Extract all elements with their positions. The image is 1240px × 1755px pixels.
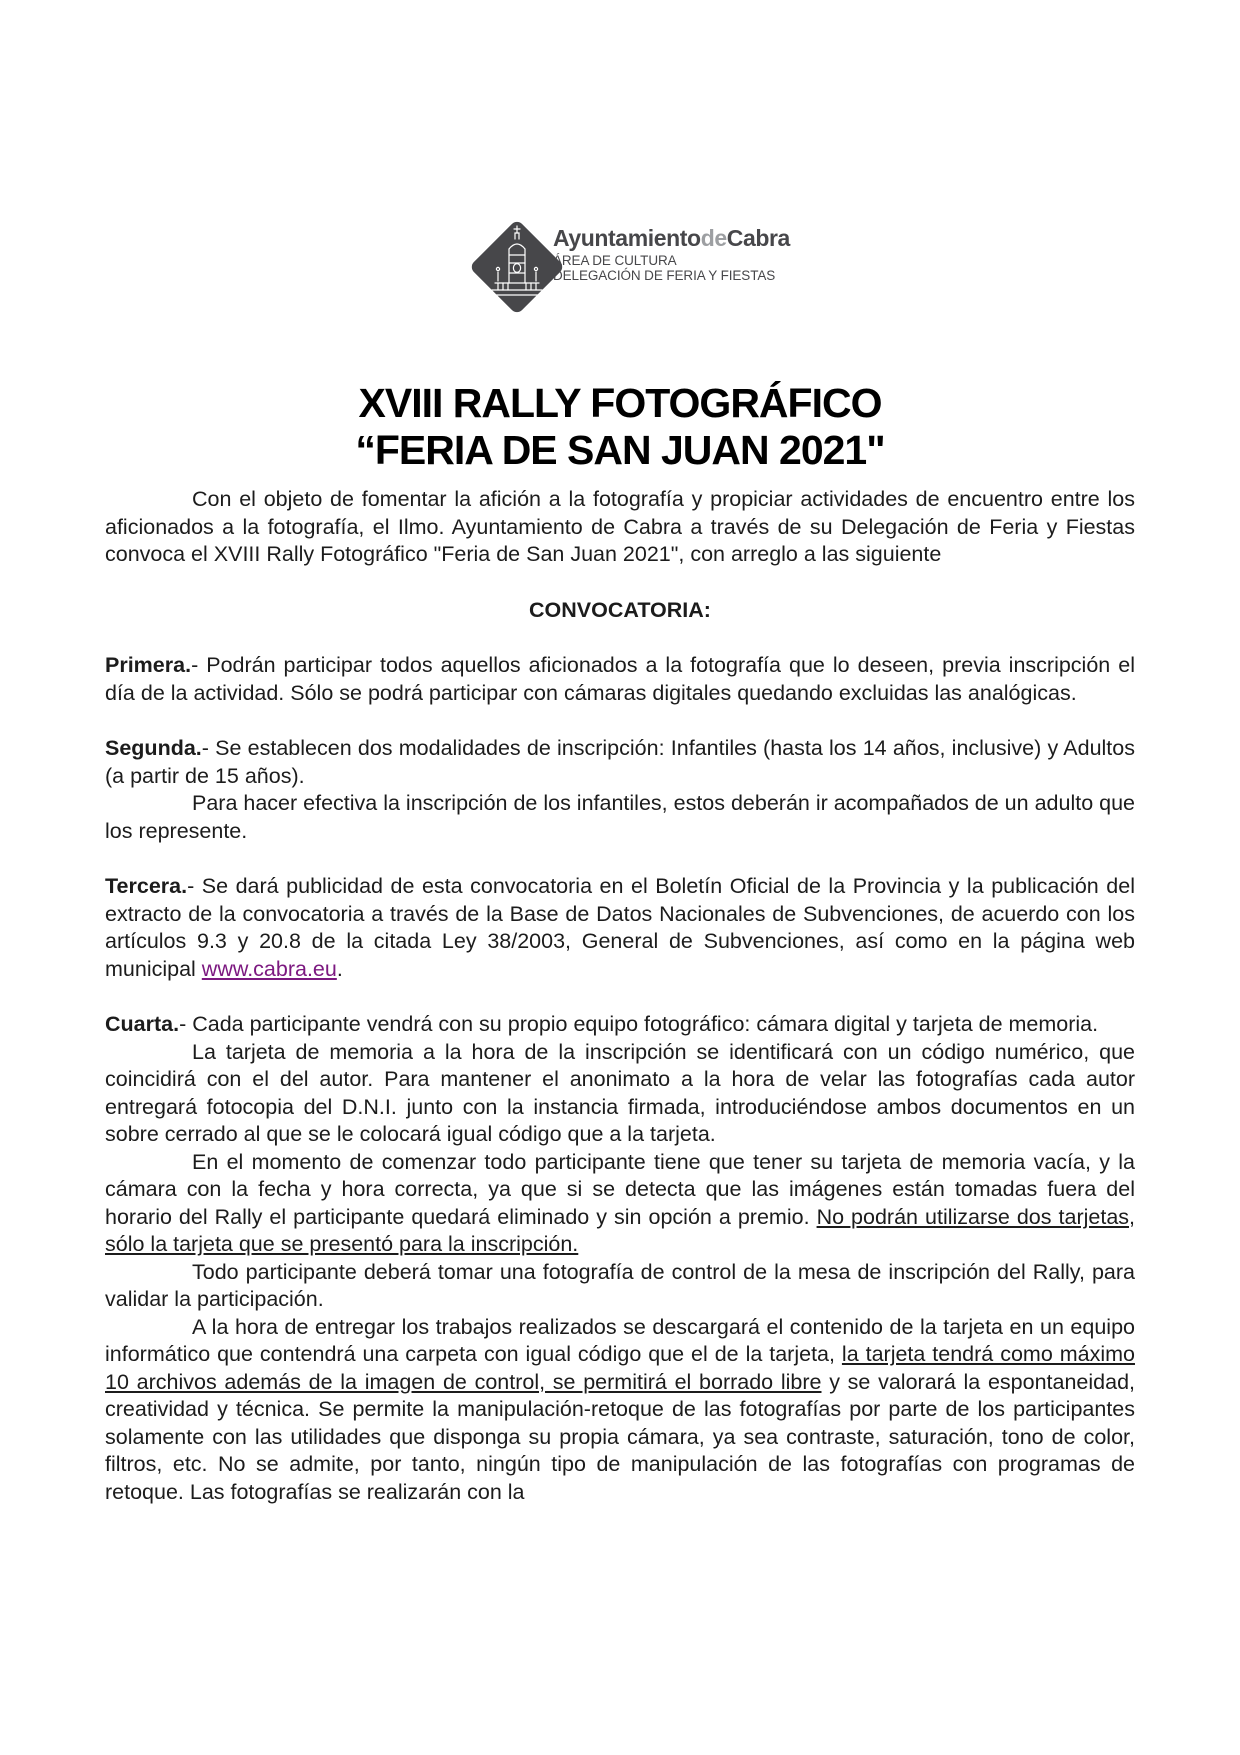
- section-segunda-paragraph2: Para hacer efectiva la inscripción de los infantiles, estos deberán ir acompañados de un adulto que los represente.: [105, 791, 1135, 843]
- document-title: [0, 380, 1240, 474]
- logo-dept-line1: ÁREA DE CULTURA: [553, 253, 677, 268]
- section-cuarta-paragraph5-end: y se valorará la espontaneidad, creatividad y técnica. Se permite la manipulación-retoque de las fotografías por parte de los participantes solamente con las utilidades que disponga su propia cámara, ya sea contraste, saturación, tono de color, filtros, etc. No se admite, por tanto, ningún tipo de manipulación de las fotografías con programas de retoque. Las fotografías se realizarán con la: [105, 1369, 1135, 1504]
- section-cuarta-paragraph5-underlined: la tarjeta tendrá como máximo 10 archivos además de la imagen de control, se permitirá el borrado libre: [105, 1342, 1135, 1394]
- section-segunda-lead: Segunda.: [105, 736, 202, 760]
- section-cuarta-body: - Cada participante vendrá con su propio equipo fotográfico: cámara digital y tarjeta de memoria.: [179, 1012, 1099, 1036]
- logo-org-part1: Ayuntamiento: [553, 225, 701, 251]
- logo-org-part2: Cabra: [726, 225, 790, 251]
- logo-diamond-tower-icon: [467, 217, 567, 317]
- section-primera-body: - Podrán participar todos aquellos aficionados a la fotografía que lo deseen, previa inscripción el día de la actividad. Sólo se podrá participar con cámaras digitales quedando excluidas las analógicas.: [105, 653, 1135, 705]
- section-cuarta-paragraph3-underlined: No podrán utilizarse dos tarjetas, sólo la tarjeta que se presentó para la inscripción.: [105, 1204, 1136, 1256]
- section-cuarta-paragraph5: [105, 1314, 1135, 1507]
- logo-org-name: [553, 226, 790, 250]
- document-title-line2: “FERIA DE SAN JUAN 2021": [355, 427, 885, 473]
- section-tercera-lead: Tercera.: [105, 874, 188, 898]
- section-primera-lead: Primera.: [105, 653, 192, 677]
- document-title-line1: XVIII RALLY FOTOGRÁFICO: [358, 380, 882, 426]
- section-cuarta-lead: Cuarta.: [105, 1012, 180, 1036]
- logo: [467, 217, 807, 322]
- section-segunda: [105, 735, 1135, 790]
- convocatoria-heading: CONVOCATORIA:: [529, 597, 711, 622]
- section-cuarta: [105, 1011, 1135, 1039]
- section-cuarta-paragraph2: La tarjeta de memoria a la hora de la inscripción se identificará con un código numérico, que coincidirá con el del autor. Para mantener el anonimato a la hora de velar las fotografías cada autor entregará fotocopia del D.N.I. junto con la instancia firmada, introduciéndose ambos documentos en un sobre cerrado al que se le colocará igual código que a la tarjeta.: [105, 1039, 1135, 1146]
- section-cuarta-paragraph4: Todo participante deberá tomar una fotografía de control de la mesa de inscripción del Rally, para validar la participación.: [105, 1259, 1135, 1311]
- section-segunda-body: - Se establecen dos modalidades de inscripción: Infantiles (hasta los 14 años, inclusive) y Adultos (a partir de 15 años).: [105, 736, 1135, 788]
- document-body: [105, 486, 1135, 1506]
- logo-org-de: de: [700, 225, 727, 251]
- logo-dept-line2: DELEGACIÓN DE FERIA Y FIESTAS: [553, 268, 776, 283]
- section-tercera-body: - Se dará publicidad de esta convocatoria en el Boletín Oficial de la Provincia y la publicación del extracto de la convocatoria a través de la Base de Datos Nacionales de Subvenciones, de acuerdo con los artículos 9.3 y 20.8 de la citada Ley 38/2003, General de Subvenciones, así como en la página web municipal: [105, 874, 1135, 981]
- section-tercera-body-end: .: [336, 956, 343, 981]
- intro-paragraph: Con el objeto de fomentar la afición a la fotografía y propiciar actividades de encuentro entre los aficionados a la fotografía, el Ilmo. Ayuntamiento de Cabra a través de su Delegación de Feria y Fiestas convoca el XVIII Rally Fotográfico "Feria de San Juan 2021", con arreglo a las siguiente: [105, 487, 1135, 566]
- section-cuarta-paragraph5-text: A la hora de entregar los trabajos realizados se descargará el contenido de la tarjeta en un equipo informático que contendrá una carpeta con igual código que el de la tarjeta,: [105, 1314, 1135, 1366]
- section-cuarta-paragraph3: [105, 1149, 1135, 1259]
- cabra-website-link[interactable]: www.cabra.eu: [201, 956, 337, 981]
- logo-text: [553, 226, 790, 283]
- section-cuarta-paragraph3-text: En el momento de comenzar todo participante tiene que tener su tarjeta de memoria vacía, y la cámara con la fecha y hora correcta, ya que si se detecta que las imágenes están tomadas fuera del horario del Rally el participante quedará eliminado y sin opción a premio.: [105, 1149, 1135, 1229]
- section-tercera: [105, 873, 1135, 983]
- section-primera: [105, 652, 1135, 707]
